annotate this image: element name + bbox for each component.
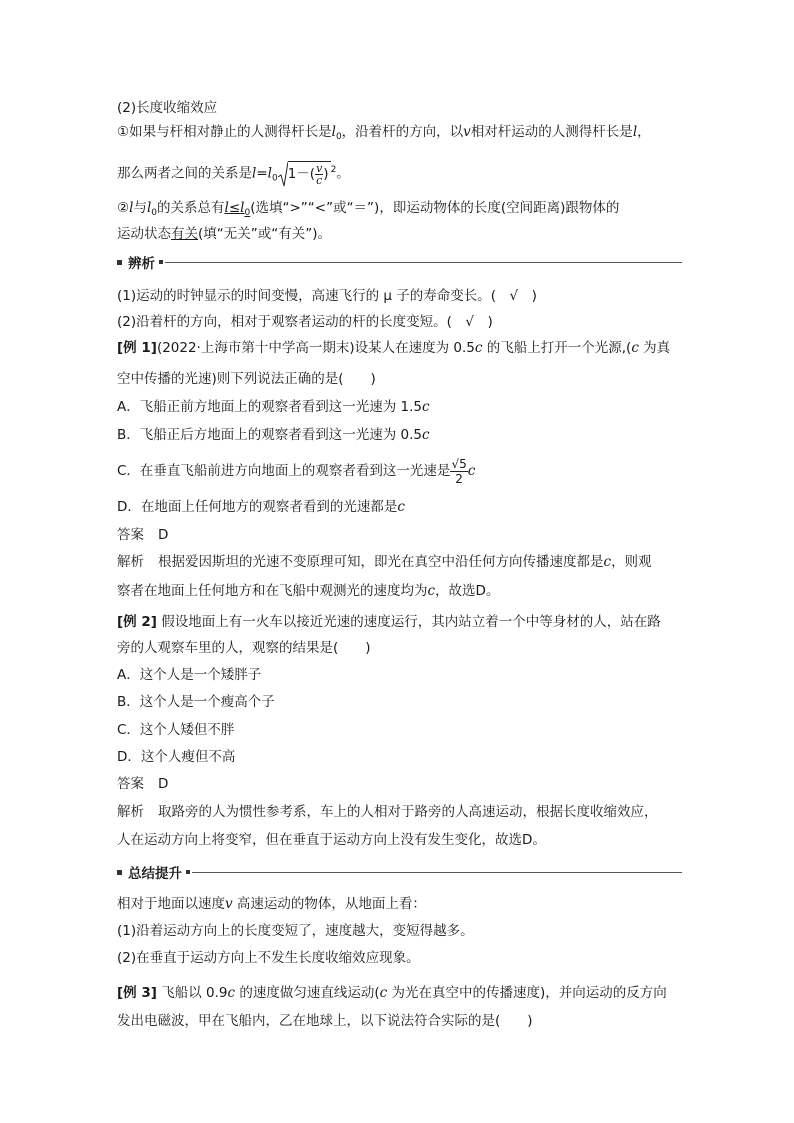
example-3-question: 发出电磁波，甲在飞船内，乙在地球上，以下说法符合实际的是( ) [117, 1013, 533, 1029]
option-b: B．飞船正后方地面上的观察者看到这一光速为 0.5c [117, 427, 430, 443]
example-2-question: 旁的人观察车里的人，观察的结果是( ) [117, 640, 371, 656]
judgment-item: (1)运动的时钟显示的时间变慢，高速飞行的 μ 子的寿命变长。( √ ) [117, 288, 537, 304]
square-bullet-icon [159, 260, 163, 264]
divider-rule [165, 262, 682, 263]
summary-line: (2)在垂直于运动方向上不发生长度收缩效应现象。 [117, 950, 420, 966]
option-d: D．这个人瘦但不高 [117, 749, 236, 765]
formula-line: 那么两者之间的关系是$l=l_0$ 1－( $\frac{v}{c}$ ) $^2$。 [117, 161, 350, 187]
paragraph-line: ①如果与杆相对静止的人测得杆长是$l_0$，沿着杆的方向，以v相对杆运动的人测得杆长是l， [117, 124, 651, 142]
option-c: C．在垂直飞船前进方向地面上的观察者看到这一光速是 $\frac{√5}{2}$ c [117, 456, 476, 486]
subsection-title: (2)长度收缩效应 [117, 100, 218, 116]
square-bullet-icon [186, 870, 190, 874]
example-1-question: 空中传播的光速)则下列说法正确的是( ) [117, 371, 376, 387]
example-2-question: [例 2] 假设地面上有一火车以接近光速的速度运行，其内站立着一个中等身材的人，站在路 [117, 614, 661, 630]
answer-line: 答案 D [117, 776, 169, 792]
explanation-line: 人在运动方向上将变窄，但在垂直于运动方向上没有发生变化，故选D。 [117, 832, 546, 848]
judgment-item: (2)沿着杆的方向，相对于观察者运动的杆的长度变短。( √ ) [117, 314, 493, 330]
paragraph-line: ②l与$l_0$的关系总有$l\le l_0$(选填“>”“<”或“＝”)，即运动物体的长度(空间距离)跟物体的 [117, 200, 620, 218]
summary-line: 相对于地面以速度v 高速运动的物体，从地面上看： [117, 896, 426, 912]
section-header-bianxi: 辨析 [117, 252, 682, 272]
option-a: A．飞船正前方地面上的观察者看到这一光速为 1.5c [117, 399, 430, 415]
option-d: D．在地面上任何地方的观察者看到的光速都是c [117, 499, 405, 515]
explanation-line: 解析 取路旁的人为惯性参考系，车上的人相对于路旁的人高速运动，根据长度收缩效应， [117, 804, 658, 820]
example-1-question: [例 1](2022·上海市第十中学高一期末)设某人在速度为 0.5c 的飞船上打开一个光源,(c 为真 [117, 340, 671, 356]
section-header-summary: 总结提升 [117, 862, 682, 882]
option-a: A．这个人是一个矮胖子 [117, 667, 262, 683]
answer-line: 答案 D [117, 527, 169, 543]
sqrt5-over-2-fraction: $\frac{√5}{2}$ [451, 456, 467, 486]
v-over-c-fraction: $\frac{v}{c}$ [316, 161, 323, 187]
square-bullet-icon [117, 260, 122, 265]
divider-rule [192, 872, 682, 873]
sqrt-symbol [278, 161, 288, 187]
example-3-question: [例 3] 飞船以 0.9c 的速度做匀速直线运动(c 为光在真空中的传播速度)，并向运动的反方向 [117, 985, 667, 1001]
explanation-line: 察者在地面上任何地方和在飞船中观测光的速度均为c，故选D。 [117, 583, 500, 599]
summary-line: (1)沿着运动方向上的长度变短了，速度越大，变短得越多。 [117, 923, 474, 939]
option-b: B．这个人是一个瘦高个子 [117, 694, 275, 710]
paragraph-line: 运动状态有关(填“无关”或“有关”)。 [117, 226, 332, 242]
option-c: C．这个人矮但不胖 [117, 722, 235, 738]
square-bullet-icon [117, 870, 122, 875]
explanation-line: 解析 根据爱因斯坦的光速不变原理可知，即光在真空中沿任何方向传播速度都是c，则观 [117, 554, 652, 570]
